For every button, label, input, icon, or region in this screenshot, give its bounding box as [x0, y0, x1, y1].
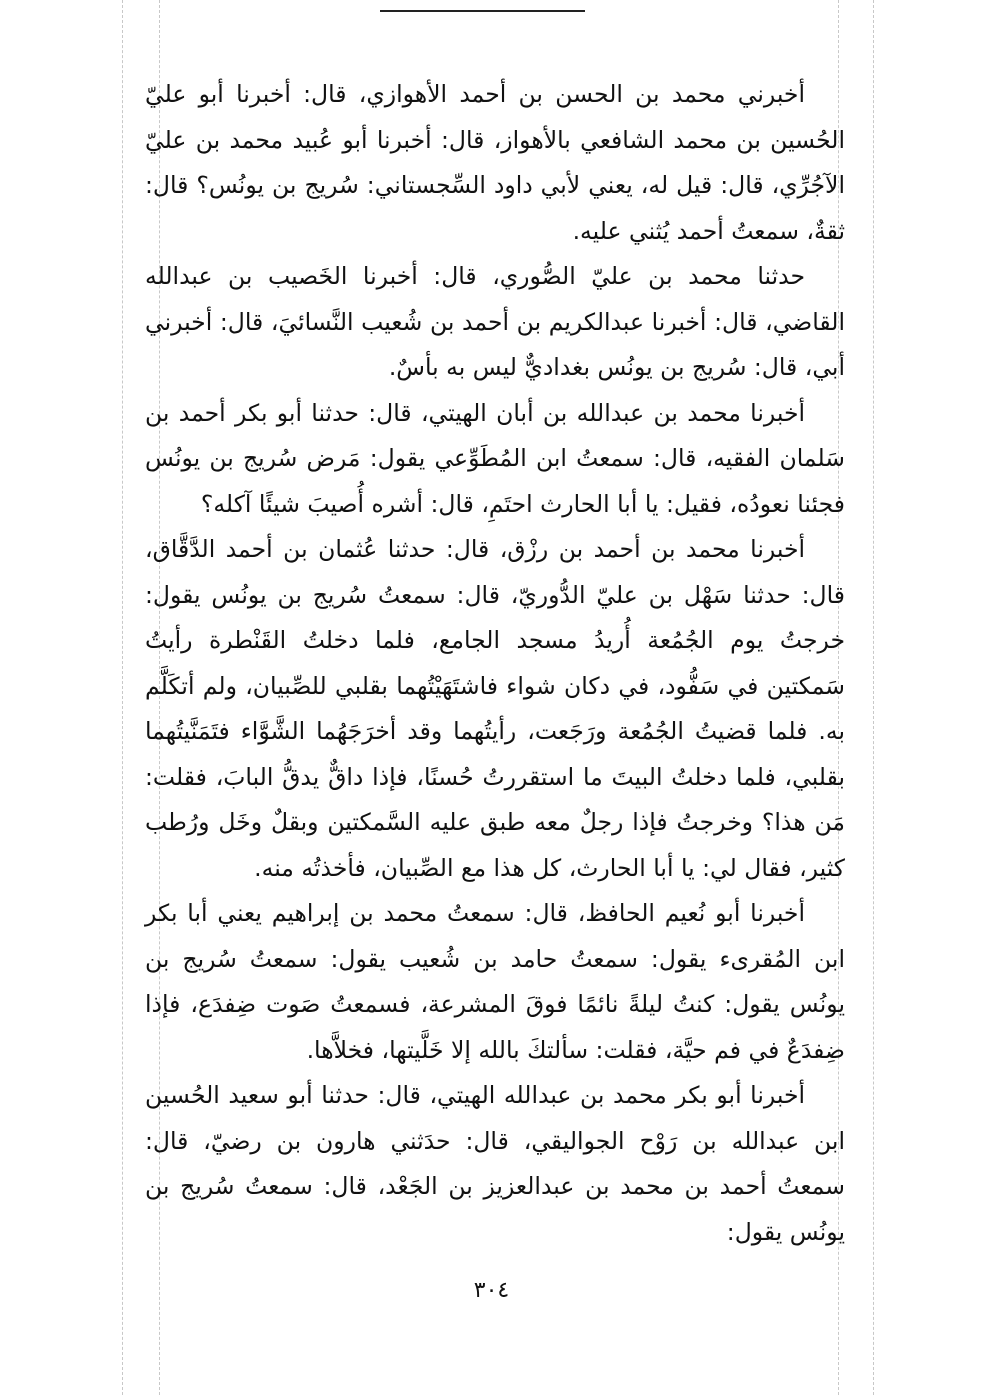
- paragraph: أخبرني محمد بن الحسن بن أحمد الأهوازي، قال: أخبرنا أبو عليّ الحُسين بن محمد الشافعي بالأهواز، قال: أخبرنا أبو عُبيد محمد بن عليّ الآجُرِّي، قال: قيل له، يعني لأبي داود السِّجستاني: سُريج بن يونُس؟ قال: ثقةٌ، سمعتُ أحمد يُثني عليه.: [145, 80, 845, 245]
- paragraph: أخبرنا محمد بن عبدالله بن أبان الهيتي، قال: حدثنا أبو بكر أحمد بن سَلمان الفقيه، قال: سمعتُ ابن المُطَوِّعي يقول: مَرض سُريج بن يونُس فجئنا نعودُه، فقيل: يا أبا الحارث احتَمِ، قال: أشره أُصيبَ شيئًا آكله؟: [145, 398, 845, 518]
- page-number: ٣٠٤: [473, 1278, 510, 1303]
- top-rule: [380, 10, 585, 12]
- paragraph: أخبرنا محمد بن أحمد بن رزْق، قال: حدثنا عُثمان بن أحمد الدَّقَّاق، قال: حدثنا سَهْل بن عليّ الدُّوريّ، قال: سمعتُ سُريج بن يونُس يقول: خرجتُ يوم الجُمُعة أُريدُ مسجد الجامع، فلما دخلتُ القَنْطرة رأيتُ سَمكتين في سَفُّود، في دكان شواء فاشتَهَيْتُهما بقلبي للصِّبيان، ولم أتكَلَّم به. فلما قضيتُ الجُمُعة ورَجَعت، رأيتُهما وقد أخرَجَهُما الشَّوَّاء فتَمَنَّيتُهما بقلبي، فلما دخلتُ البيتَ ما استقررتُ حُسنًا، فإذا داقٌّ يدقُّ البابَ، فقلت: مَن هذا؟ وخرجتُ فإذا رجلٌ معه طبق عليه السَّمكتين وبقلٌ وخَل ورُطب كثير، فقال لي: يا أبا الحارث، كل هذا مع الصِّبيان، فأخذتُه منه.: [145, 535, 845, 882]
- paragraph: أخبرنا أبو نُعيم الحافظ، قال: سمعتُ محمد بن إبراهيم يعني أبا بكر ابن المُقرىء يقول: سمعتُ حامد بن شُعيب يقول: سمعتُ سُريج بن يونُس يقول: كنتُ ليلةً نائمًا فوقَ المشرعة، فسمعتُ صَوت ضِفدَع، فإذا ضِفدَعٌ في فم حيَّة، فقلت: سألتكَ بالله إلا خَلَّيتها، فخلاَّها.: [145, 899, 845, 1064]
- paragraph: حدثنا محمد بن عليّ الصُّوري، قال: أخبرنا الخَصيب بن عبدالله القاضي، قال: أخبرنا عبدالكريم بن أحمد بن شُعيب النَّسائيَ، قال: أخبرني أبي، قال: سُريج بن يونُس بغداديٌّ ليس به بأسٌ.: [145, 262, 845, 381]
- paragraph: أخبرنا أبو بكر محمد بن عبدالله الهيتي، قال: حدثنا أبو سعيد الحُسين ابن عبدالله بن رَوْح الجواليقي، قال: حدَثني هارون بن رضيّ، قال: سمعتُ أحمد بن محمد بن عبدالعزيز بن الجَعْد، قال: سمعتُ سُريج بن يونُس يقول:: [145, 1081, 845, 1246]
- body-text: [145, 72, 845, 1255]
- scan-guide-line: [873, 0, 874, 1395]
- scan-guide-line: [122, 0, 123, 1395]
